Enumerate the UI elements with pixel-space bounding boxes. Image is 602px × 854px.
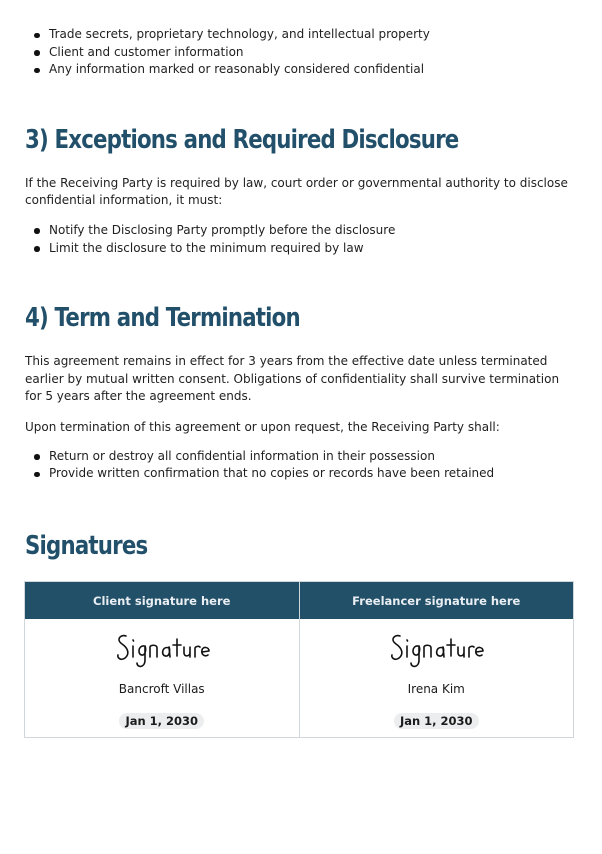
freelancer-signature-cell <box>299 619 574 737</box>
client-signature-cell <box>25 619 299 737</box>
client-signature-image <box>25 626 299 674</box>
list-item: Limit the disclosure to the minimum required by law <box>25 240 575 258</box>
client-name: Bancroft Villas <box>118 682 205 696</box>
section-4-paragraph-1: This agreement remains in effect for 3 years from the effective date unless terminated earlier by mutual written consent. Obligations of confidentiality shall survive termination for 5 years after the agreement ends. <box>25 354 560 404</box>
list-item: Trade secrets, proprietary technology, and intellectual property <box>25 26 575 44</box>
client-handwritten-signature <box>114 626 210 674</box>
confidential-info-list <box>25 26 575 79</box>
list-item: Return or destroy all confidential information in their possession <box>25 448 575 466</box>
client-signature-header: Client signature here <box>93 593 231 608</box>
freelancer-date-badge: Jan 1, 2030 <box>394 713 479 729</box>
signature-table <box>24 581 574 738</box>
document-content <box>25 26 575 562</box>
list-item: Notify the Disclosing Party promptly before the disclosure <box>25 222 575 240</box>
freelancer-signature-header: Freelancer signature here <box>299 582 574 619</box>
freelancer-handwritten-signature <box>388 626 484 674</box>
signatures-heading: Signatures <box>25 530 148 561</box>
section-4-heading: 4) Term and Termination <box>25 303 300 334</box>
list-item: Any information marked or reasonably considered confidential <box>25 61 575 79</box>
section-3-heading: 3) Exceptions and Required Disclosure <box>25 124 459 155</box>
freelancer-name: Irena Kim <box>407 682 465 696</box>
signature-table-header <box>25 582 573 619</box>
freelancer-signature-image <box>300 626 574 674</box>
section-3-paragraph: If the Receiving Party is required by law, court order or governmental authority to disclose confidential information, it must: <box>25 175 568 208</box>
list-item: Provide written confirmation that no copies or records have been retained <box>25 465 575 483</box>
section-4-paragraph-2: Upon termination of this agreement or upon request, the Receiving Party shall: <box>25 419 500 434</box>
client-date-badge: Jan 1, 2030 <box>119 713 204 729</box>
list-item: Client and customer information <box>25 44 575 62</box>
signature-table-body <box>25 619 573 737</box>
section-4-list <box>25 448 575 483</box>
section-3-list <box>25 222 575 257</box>
